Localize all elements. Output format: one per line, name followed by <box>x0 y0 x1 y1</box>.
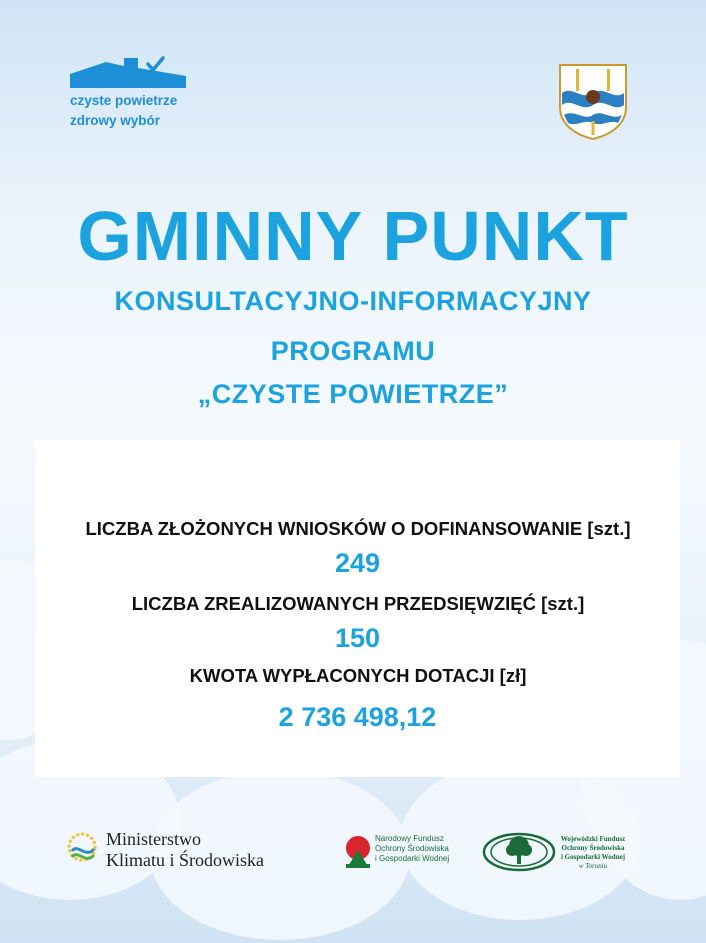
stat-value-applications: 249 <box>334 548 381 578</box>
stats-panel <box>35 440 680 777</box>
nfos-logo <box>343 832 473 872</box>
ministry-emblem-icon <box>66 829 100 869</box>
subtitle-line1: KONSULTACYJNO-INFORMACYJNY <box>114 286 592 316</box>
ministry-name-line1: Ministerstwo <box>106 829 202 849</box>
wfos-tree-icon <box>482 830 556 874</box>
ministry-name-line2: Klimatu i Środowiska <box>106 850 264 870</box>
coat-of-arms-icon <box>558 63 628 141</box>
subtitle-line2: PROGRAMU <box>270 336 436 366</box>
wfos-name-line1: Wojewódzki Fundusz <box>560 835 626 843</box>
czyste-powietrze-logo <box>68 54 188 140</box>
nfos-emblem-icon <box>343 834 373 870</box>
stat-label-projects: LICZBA ZREALIZOWANYCH PRZEDSIĘWZIĘĆ [szt.] <box>131 593 585 614</box>
subtitle-line3: „CZYSTE POWIETRZE” <box>197 379 509 409</box>
nfos-name-line2: Ochrony Środowiska <box>375 844 449 853</box>
wfos-name-line4: w Toruniu <box>578 862 608 870</box>
ministry-logo <box>66 827 306 873</box>
wfos-name-line3: i Gospodarki Wodnej <box>560 853 626 861</box>
nfos-name-line1: Narodowy Fundusz <box>375 834 444 843</box>
house-check-icon <box>68 54 188 94</box>
stat-value-grants: 2 736 498,12 <box>278 702 437 732</box>
wfos-logo <box>482 830 632 874</box>
stat-value-projects: 150 <box>334 623 381 653</box>
nfos-name-line3: i Gospodarki Wodnej <box>375 854 450 863</box>
page-title: GMINNY PUNKT <box>77 197 629 275</box>
logo-text-line2: zdrowy wybór <box>70 113 161 128</box>
stat-label-grants: KWOTA WYPŁACONYCH DOTACJI [zł] <box>189 665 527 686</box>
wfos-name-line2: Ochrony Środowiska <box>561 844 625 852</box>
logo-text-line1: czyste powietrze <box>70 93 178 108</box>
stat-label-applications: LICZBA ZŁOŻONYCH WNIOSKÓW O DOFINANSOWANIE [szt.] <box>85 518 631 539</box>
